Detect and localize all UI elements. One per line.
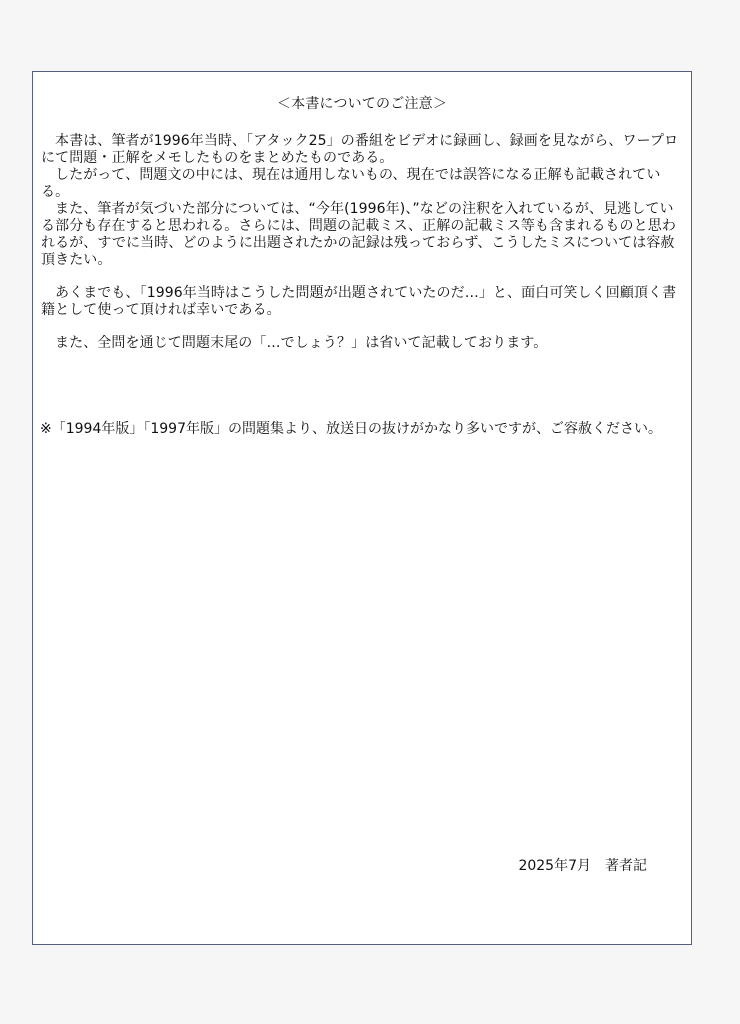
missing-broadcast-note: ※「1994年版」「1997年版」の問題集より、放送日の抜けがかなり多いですが、ご容赦ください。	[40, 421, 662, 437]
notice-body	[41, 133, 687, 352]
paragraph-question-format: また、全問を通じて問題末尾の「…でしょう？」は省いて記載しております。	[55, 335, 548, 351]
notice-frame	[32, 71, 692, 945]
document-title: ＜本書についてのご注意＞	[276, 96, 448, 112]
paragraph-recording-origin: 本書は、筆者が1996年当時、「アタック25」の番組をビデオに録画し、録画を見ながら、ワープロにて問題・正解をメモしたものをまとめたものである。	[41, 133, 679, 166]
author-signature: 2025年7月 著者記	[518, 858, 647, 874]
paragraph-usage-note: あくまでも、「1996年当時はこうした問題が出題されていたのだ…」と、面白可笑しく回顧頂く書籍として使って頂ければ幸いである。	[41, 285, 677, 318]
paragraph-possible-errors: また、筆者が気づいた部分については、“今年(1996年)、”などの注釈を入れているが、見逃している部分も存在すると思われる。さらには、問題の記載ミス、正解の記載ミス等も含まれるものと思われるが、すでに当時、どのように出題されたかの記録は残っておらず、こうしたミスについては容赦頂きたい。	[41, 201, 676, 268]
paragraph-spacer	[41, 269, 687, 285]
paragraph-spacer	[41, 319, 687, 335]
paragraph-outdated-answers: したがって、問題文の中には、現在は通用しないもの、現在では誤答になる正解も記載されている。	[41, 167, 661, 200]
